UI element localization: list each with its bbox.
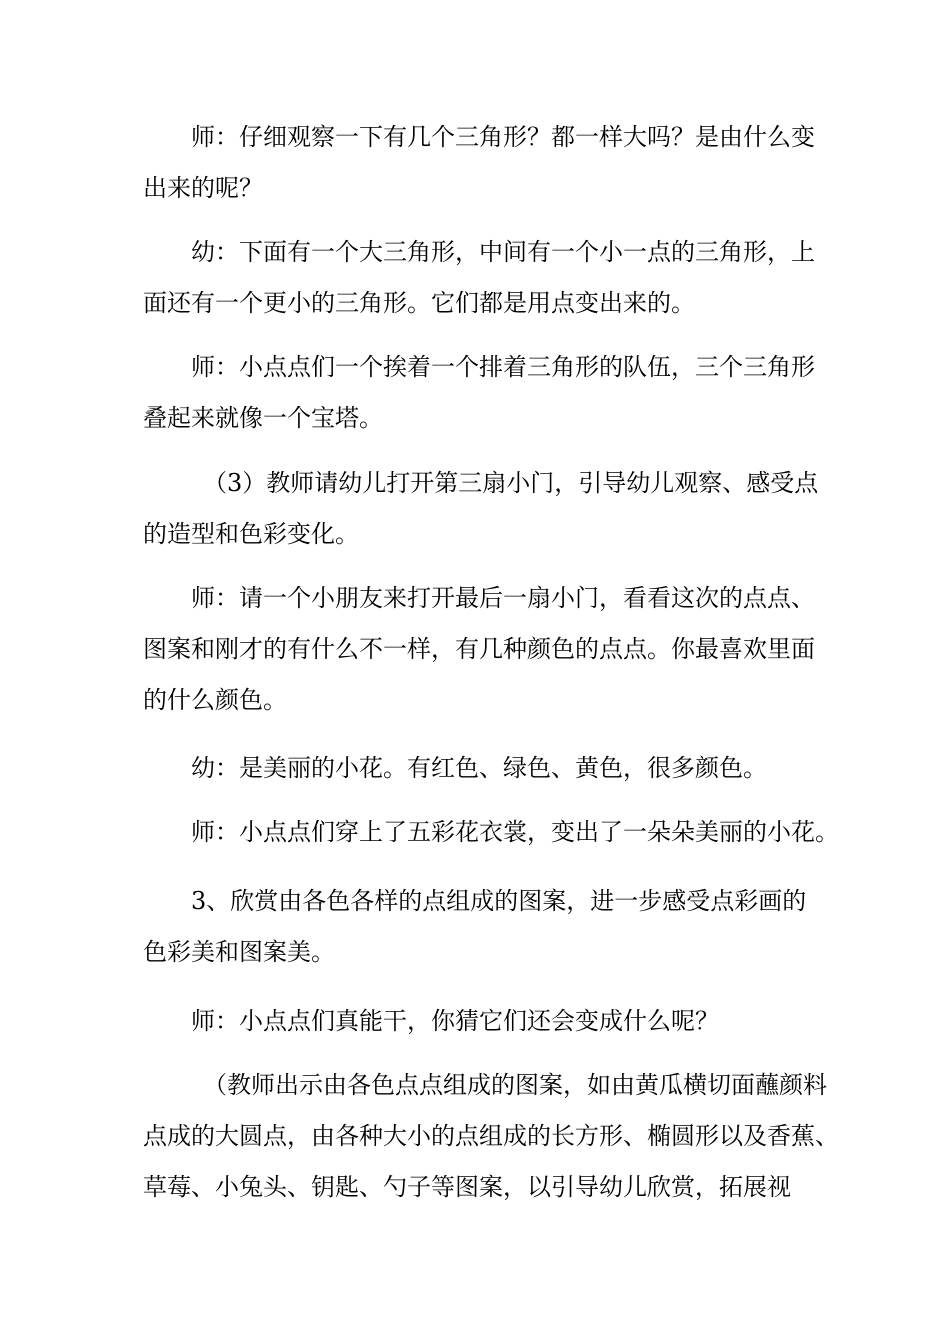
paragraph-7 [143,807,839,858]
text-line: 幼：是美丽的小花。有红色、绿色、黄色，很多颜色。 [191,754,767,782]
paragraph-6 [143,743,823,794]
text-line: 出来的呢？ [143,174,263,202]
text-line: 的什么颜色。 [143,686,287,714]
paragraph-8 [143,876,823,978]
text-line: 师：仔细观察一下有几个三角形？都一样大吗？是由什么变 [191,123,815,151]
text-line: （教师出示由各色点点组成的图案，如由黄瓜横切面蘸颜料 [203,1071,827,1099]
text-line: 图案和刚才的有什么不一样，有几种颜色的点点。你最喜欢里面 [143,635,815,663]
text-line: 师：小点点们一个挨着一个排着三角形的队伍，三个三角形 [191,353,815,381]
text-line: 草莓、小兔头、钥匙、勺子等图案，以引导幼儿欣赏，拓展视 [143,1173,791,1201]
text-line: 师：小点点们真能干，你猜它们还会变成什么呢？ [191,1007,719,1035]
text-line: 师：请一个小朋友来打开最后一扇小门，看看这次的点点、 [191,584,815,612]
text-line: 色彩美和图案美。 [143,938,335,966]
paragraph-4 [143,458,823,560]
paragraph-2 [143,227,823,329]
text-line: 幼：下面有一个大三角形，中间有一个小一点的三角形，上 [191,238,815,266]
text-line: 的造型和色彩变化。 [143,520,359,548]
paragraph-10 [143,1060,839,1213]
text-line: 师：小点点们穿上了五彩花衣裳，变出了一朵朵美丽的小花。 [191,818,839,846]
text-line: 叠起来就像一个宝塔。 [143,404,383,432]
text-line: 点成的大圆点，由各种大小的点组成的长方形、椭圆形以及香蕉、 [143,1122,839,1150]
text-line: （3）教师请幼儿打开第三扇小门，引导幼儿观察、感受点 [203,469,819,497]
paragraph-9 [143,996,823,1047]
paragraph-1 [143,112,823,214]
paragraph-5 [143,573,823,726]
paragraph-3 [143,342,823,444]
text-line: 3、欣赏由各色各样的点组成的图案，进一步感受点彩画的 [191,887,807,915]
text-line: 面还有一个更小的三角形。它们都是用点变出来的。 [143,289,695,317]
